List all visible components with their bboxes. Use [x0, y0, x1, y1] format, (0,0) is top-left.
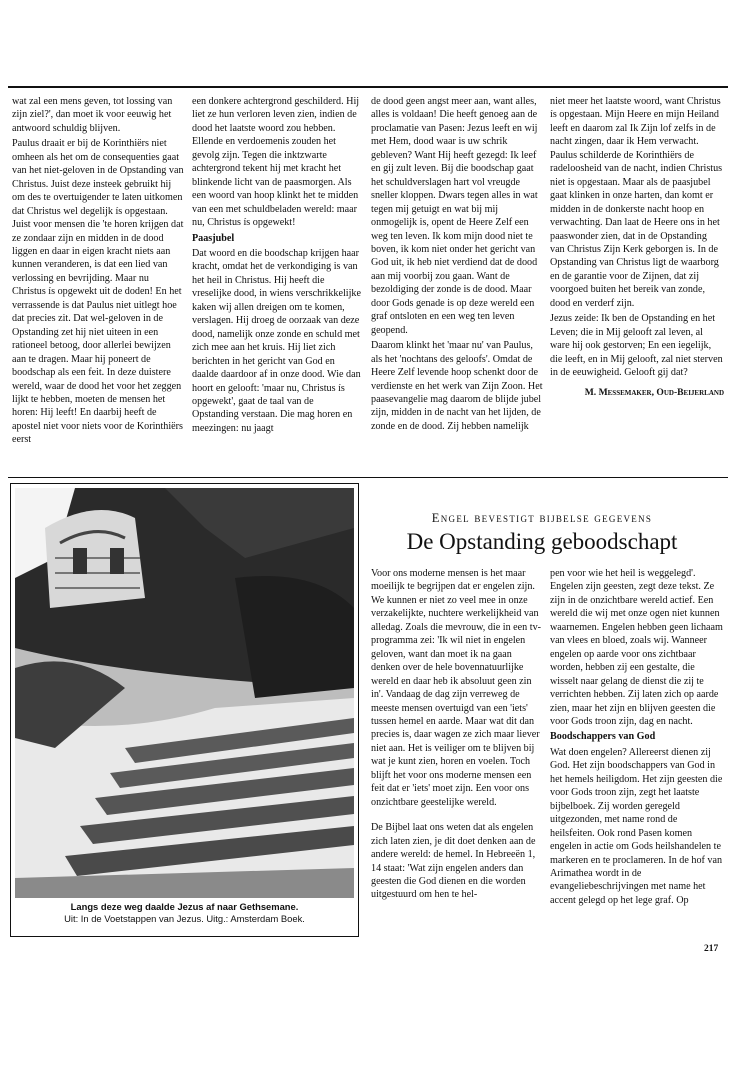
author-signature: M. Messemaker, Oud-Beijerland	[584, 386, 724, 398]
paragraph: De Bijbel laat ons weten dat als engelen zich laten zien, je dit doet denken aan de andere wereld: de hemel. In Hebreeën 1, 14 staat: 'Wat zijn engelen anders dan geesten die God dienen en die worden uitgestuurd om hen te hel-	[371, 822, 536, 901]
article-kicker: Engel bevestigt bijbelse gegevens	[431, 511, 653, 525]
paragraph: Voor ons moderne mensen is het maar moeilijk te begrijpen dat er engelen zijn. We kunnen er niet zo veel mee in onze verzakelijkte, nuchtere werkelijkheid van alledag. Zoals die mevrouw, die in een tv-programma zei: 'Ik wil niet in engelen geloven, want dan moet ik na gaan denken over de hele bovennatuurlijke wereld en daar heb ik absoluut geen zin in'. Vandaag de dag zijn verreweg de meeste mensen overtuigd van een 'iets' tussen hemel en aarde. Maar wat dit dan precies is, daar wagen ze zich maar liever niet aan. Het is veiliger om te blijven bij wat je kunt zien, horen en voelen. Toch blijft het voor ons moderne mensen een feit dat er 'iets' moet zijn. Een voor ons onzichtbare geestelijke wereld.	[371, 568, 542, 808]
bottom-col-1	[371, 567, 543, 904]
photo-frame	[10, 483, 359, 937]
top-col-2	[192, 95, 362, 437]
paragraph: Dat woord en die boodschap krijgen haar kracht, omdat het de verkondiging is van het heil in Christus. Hij heeft die vreselijke dood, in wiens verschrikkelijke kaken wij allen dreigen om te komen, verslagen. Hij droeg de oorzaak van deze dood, namelijk onze zonde en schuld met zich mee aan het kruis. Hij liet zich berichten in het gericht van God en daalde daardoor af in onze dood. Wie dan hoort en gelooft: 'maar nu, Christus ís opgewekt', gaat de taal van de Opstanding verstaan. Die mag horen en meezingen: nu jaagt	[192, 247, 361, 434]
paragraph: pen voor wie het heil is weggelegd'. Engelen zijn geesten, zegt deze tekst. Ze zijn in de onzichtbare wereld actief. Een wereld die wij met onze ogen niet kunnen waarnemen. Engelen hebben geen lichaam van vlees en bloed, zoals wij. Wanneer engelen op aarde voor ons zichtbaar worden, hebben zij een gestalte, die wisselt naar gelang de dienst die zij te verrichten hebben. Zij laten zich op aarde zien, maar het zijn en blijven geesten die voor Gods troon zijn, dag en nacht.	[550, 568, 723, 727]
subheading-paasjubel: Paasjubel	[192, 232, 235, 244]
paragraph: een donkere achtergrond geschilderd. Hij liet ze hun verloren leven zien, indien de dood het laatste woord zou hebben. Ellende en verdoemenis zouden het gevolg zijn. Tegen die inktzwarte achtergrond tekent hij met kracht het blinkende licht van de paasmorgen. Als een woord van hoop klinkt het te midden van een met schuldbeladen wereld: maar nu, Christus ís opgewekt!	[192, 96, 360, 229]
top-col-3	[371, 95, 543, 435]
paragraph: niet meer het laatste woord, want Christus ís opgestaan. Mijn Heere en mijn Heiland leeft en daarom zal Ik Zijn lof zelfs in de nacht zingen, daar ik Hem verwacht. Paulus schilderde de Korinthiërs de radeloosheid van de nacht, indien Christus niet is opgestaan. Maar als de paasjubel gaat klinken in onze harten, dan komt er midden in de donkerste nacht hoop en verwachting. Dan laat de Heere ons in het paaswonder zien, dat in de Opstanding van Christus Zijn Kerk geborgen is. In de Opstanding van Christus ligt de waarborg en de garantie voor de Zijnen, dat zij voorgoed buiten het bereik van zonde, dood en verderf zijn.	[550, 96, 723, 309]
caption-credit: Uit: In de Voetstappen van Jezus. Uitg.: Amsterdam Boek.	[64, 913, 305, 924]
paragraph: Jezus zeide: Ik ben de Opstanding en het Leven; die in Mij gelooft zal leven, al ware hij ook gestorven; En een iegelijk, die leeft, en in Mij gelooft, zal niet sterven in de eeuwigheid. Gelooft gij dat?	[550, 313, 723, 379]
photo-caption	[23, 901, 346, 925]
top-col-4	[550, 95, 724, 399]
paragraph: de dood geen angst meer aan, want alles, alles is voldaan! Die heeft genoeg aan de proclamatie van Pasen: Jezus leeft en wij met Hem, dood waar is uw schrik gebleven? Want Hij heeft gezegd: Ik leef en gij zult leven. Bij die boodschap gaat het schuldverslagen hart vol vreugde sneller kloppen. Dwars tegen alles in wat tegen mij getuigt en wat bij mij onmogelijk is, opent de Heere Zelf een weg ten leven. Ik kom mijn dood niet te boven, ik kom niet onder het gericht van God uit, ik heb niet verdiend dat de dood aan mij voorbij zou gaan. Want de bezoldiging der zonde is de dood. Maar door Gods genade is op deze wereld een graf ontsloten en een weg ten leven geopend.	[371, 96, 538, 336]
gethsemane-path-photo	[15, 488, 354, 898]
bottom-col-2	[550, 567, 724, 909]
subheading-boodschappers: Boodschappers van God	[550, 731, 656, 743]
article-headline: De Opstanding geboodschapt	[406, 529, 678, 554]
paragraph: Wat doen engelen? Allereerst dienen zij God. Het zijn boodschappers van God in het hemels heiligdom. Het zijn geesten die voor Gods troon zijn, zegt het laatste bijbelboek. Zij worden geregeld uitgezonden, met name rond de heilsfeiten. Ook rond Pasen komen engelen in actie om Gods heilshandelen te markeren en te proclameren. In de hof van Arimathea wordt in de evangeliebeschrijvingen met name het accent gelegd op het lege graf. Op	[550, 746, 723, 906]
top-col-1	[12, 95, 184, 449]
paragraph: wat zal een mens geven, tot lossing van zijn ziel?', dan moet ik voor eeuwig het antwoord schuldig blijven.	[12, 96, 173, 134]
top-rule	[8, 86, 728, 88]
caption-title: Langs deze weg daalde Jezus af naar Gethsemane.	[70, 901, 299, 912]
paragraph: Daarom klinkt het 'maar nu' van Paulus, als het 'nochtans des geloofs'. Omdat de Heere Zelf levende hoop schenkt door de verdienste en het werk van Zijn Zoon. Het paasevangelie mag daarom de blijde jubel zijn, midden in de nacht van het lijden, de zonde en de dood. Zij hebben namelijk	[371, 340, 543, 432]
section-divider	[8, 477, 728, 478]
page-number: 217	[704, 944, 719, 954]
paragraph: Paulus draait er bij de Korinthiërs niet omheen als het om de consequenties gaat van het niet-geloven in de Opstanding van Christus. Juist deze insteek gebruikt hij om des te overtuigender te laten uitkomen dat Christus wel degelijk ís opgestaan. Juist voor mensen die 'te horen krijgen dat ze zondaar zijn en midden in de dood liggen en daar in eigen kracht niets aan kunnen veranderen, is dat een lied van verlossing en bevrijding. Maar nu Christus ís opgewekt uit de doden! En het verrassende is dat Paulus niet uitlegt hoe dat precies zit. Dat wel-geloven in de Opstanding zet hij niet uiteen in een rationeel betoog, door allerlei bewijzen aan te dragen. Maar hij poneert de boodschap als een feit. In deze duistere wereld, waar de dood het voor het zeggen lijkt te hebben, moeten de mensen het horen: Hij leeft! En daarbij heeft de apostel niet voor niets voor de Korinthiërs eerst	[12, 138, 184, 446]
